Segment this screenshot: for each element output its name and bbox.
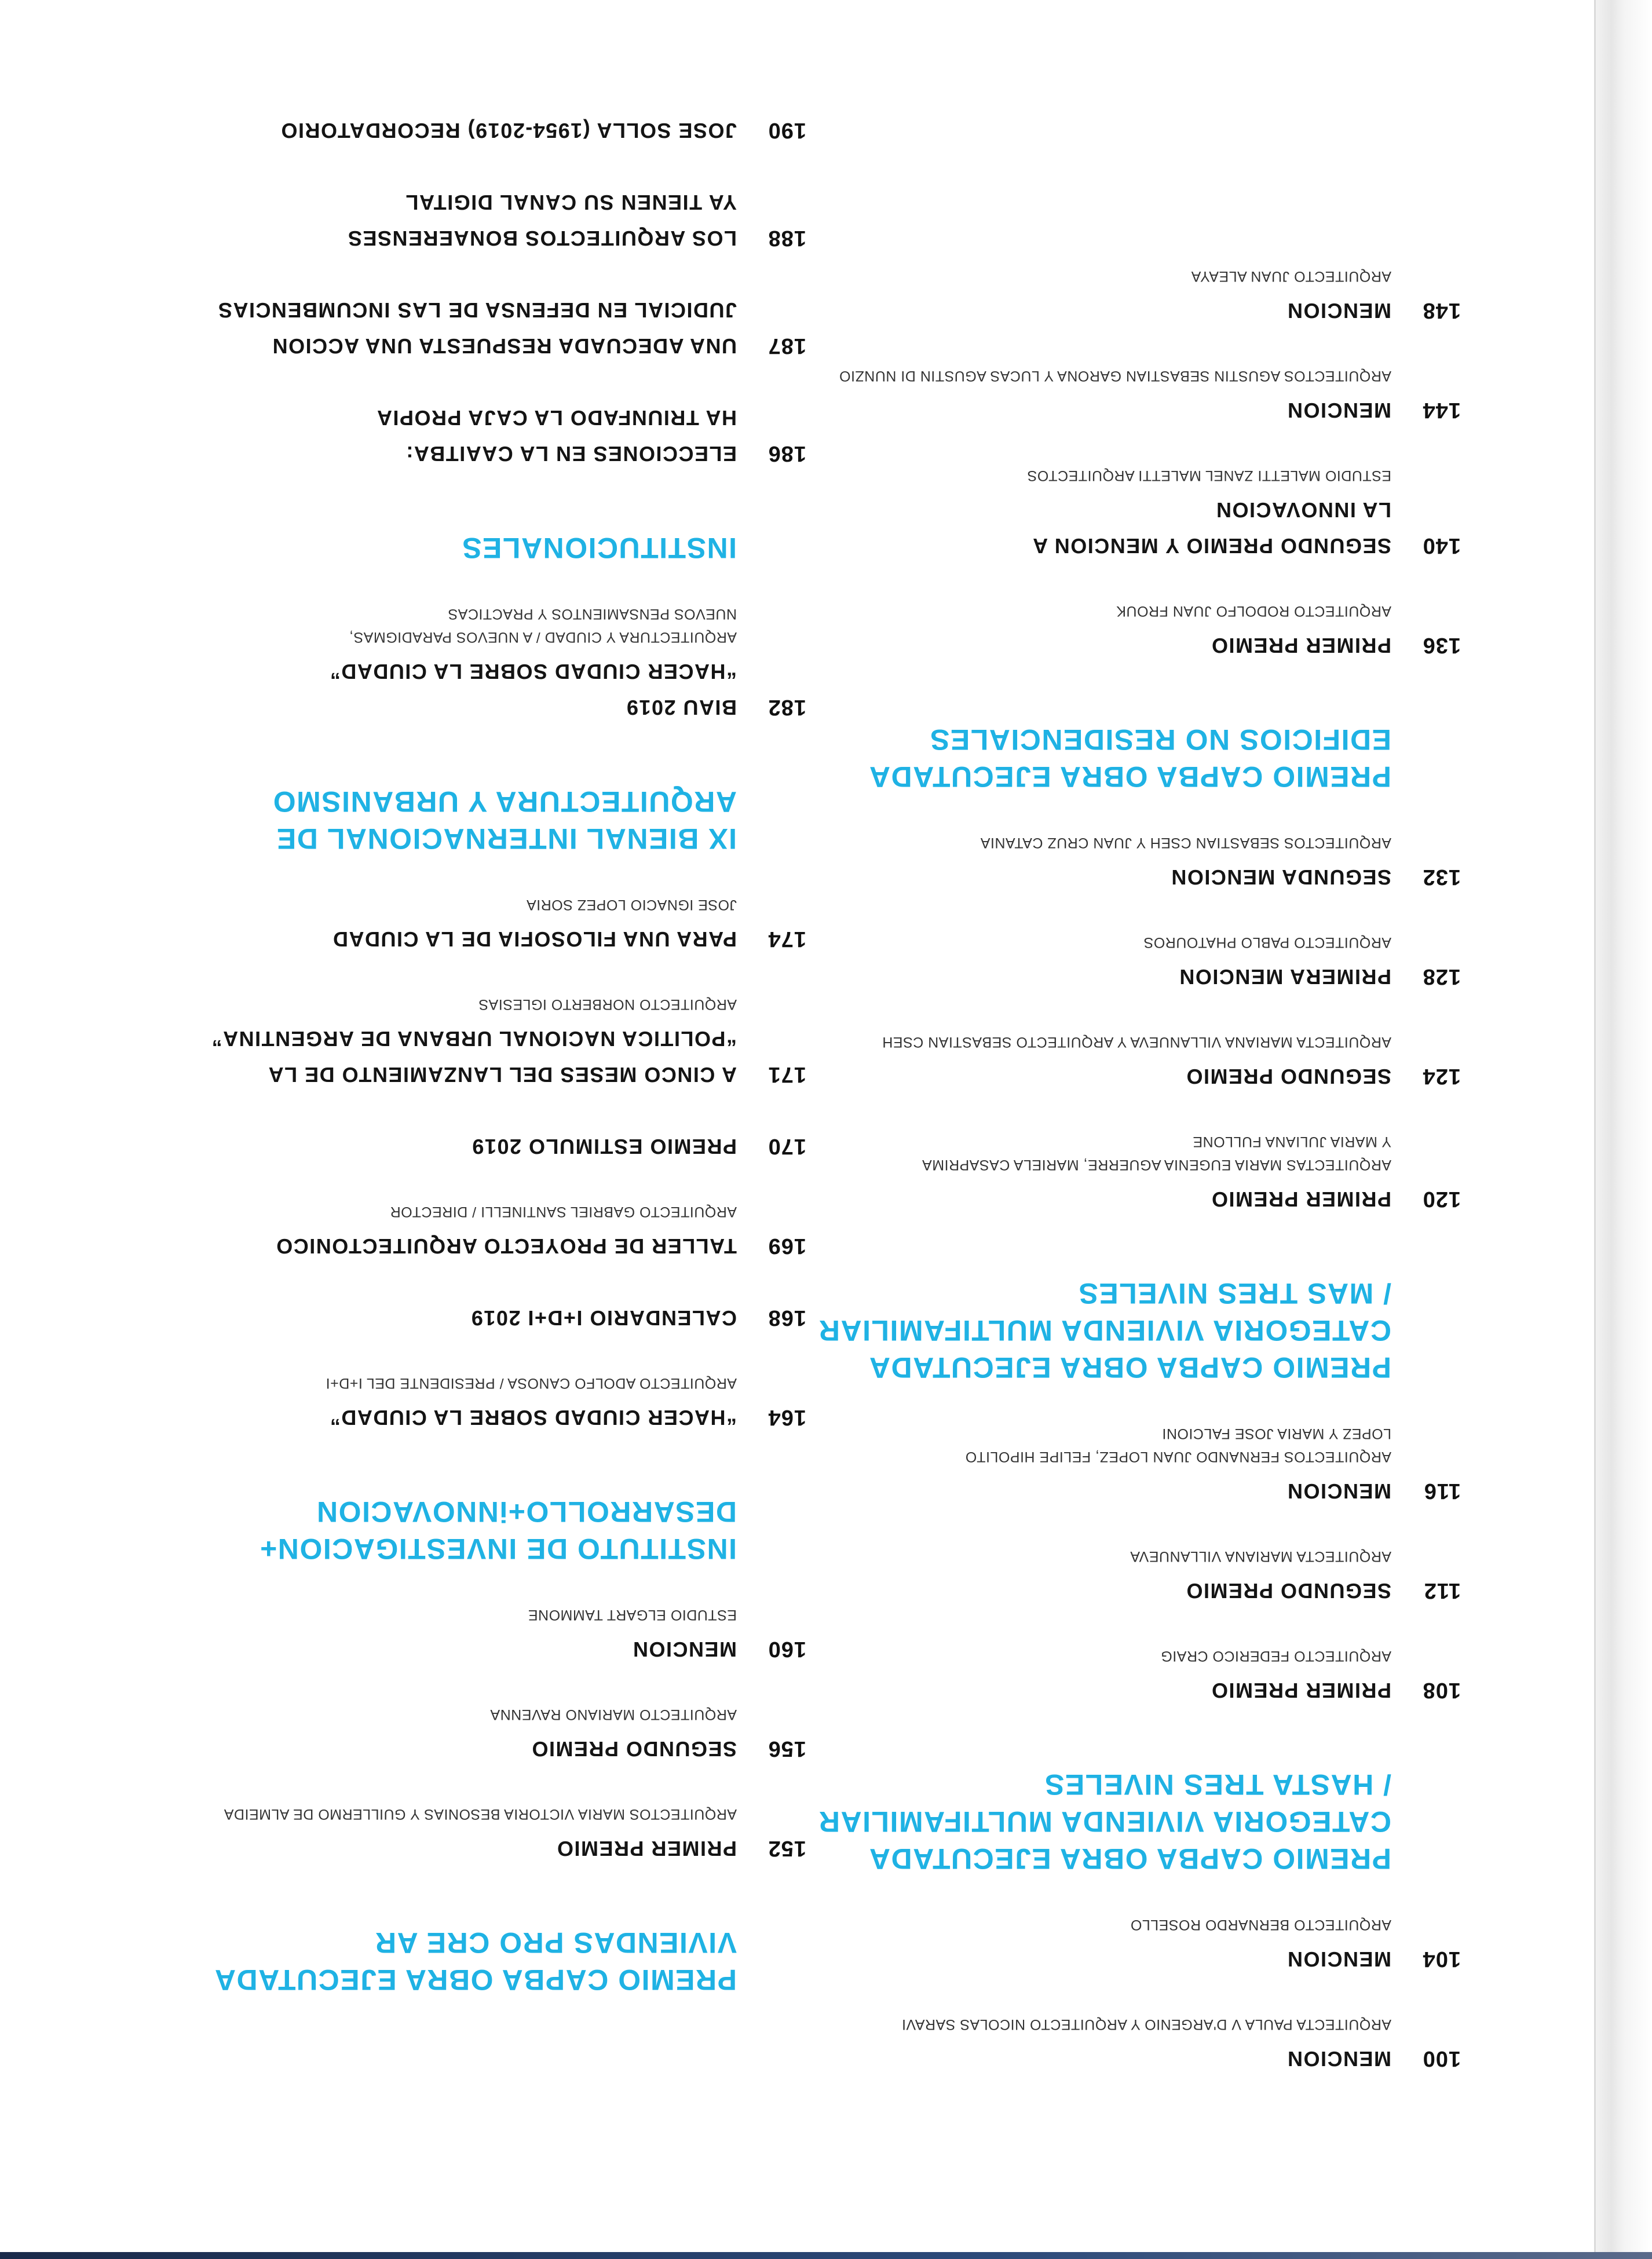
entry-title: SEGUNDA MENCION [1170, 865, 1391, 889]
page-number: 108 [1422, 1678, 1461, 1702]
page-number: 100 [1422, 2046, 1461, 2071]
page-number: 190 [767, 118, 806, 142]
entry-author-line: ARQUITECTOS SEBASTIAN CSEH Y JUAN CRUZ CATANIA [980, 835, 1391, 851]
section-heading-line: DESARROLLO+iNNOVACION [316, 1496, 737, 1528]
entry-author-line: ARQUITECTO GABRIEL SANTINELLI / DIRECTOR [390, 1204, 737, 1220]
entry-title: SEGUNDO PREMIO [1185, 1579, 1391, 1603]
entry-author-line: ARQUITECTA MARIANA VILLANUEVA Y ARQUITECTO SEBASTIAN CSEH [882, 1034, 1391, 1050]
page-number: 174 [767, 927, 806, 951]
entry-title: PARA UNA FILOSOFIA DE LA CIUDAD [332, 927, 737, 951]
entry-title-line: LA INNOVACION [1215, 498, 1391, 522]
page-number: 186 [767, 441, 806, 466]
entry-body [795, 1030, 1391, 1094]
entry-body [795, 1644, 1391, 1708]
page-number: 140 [1422, 533, 1461, 558]
entry-author-line: ARQUITECTO NORBERTO IGLESIAS [478, 996, 737, 1012]
entry-author [198, 1603, 737, 1626]
page-number: 168 [767, 1306, 806, 1330]
entry-body [198, 602, 737, 725]
page-number: 120 [1422, 1187, 1461, 1211]
entry-body [795, 1130, 1391, 1217]
entry-author-line: ARQUITECTO PABLO PHATOUROS [1143, 934, 1391, 951]
page-number: 187 [767, 334, 806, 358]
entry-body [795, 931, 1391, 995]
toc-entry [795, 464, 1461, 564]
toc-entry [795, 1422, 1461, 1509]
page-number: 112 [1423, 1578, 1461, 1603]
entry-author [198, 1803, 737, 1826]
entry-title: PREMIO ESTIMULO 2019 [471, 1135, 737, 1158]
entry-body [795, 464, 1391, 564]
toc-entry [198, 112, 806, 148]
entry-author-line: ARQUITECTO FEDERICO CRAIG [1160, 1648, 1391, 1664]
entry-body [795, 364, 1391, 428]
entry-title [795, 492, 1391, 564]
section-heading-line: PREMIO CAPBA OBRA EJECUTADA [868, 1843, 1391, 1875]
entry-author [795, 831, 1391, 854]
entry-body [198, 112, 737, 148]
section-heading [795, 1275, 1391, 1386]
page-number: 148 [1422, 298, 1461, 323]
entry-title [198, 184, 737, 256]
entry-title-line: LOS ARQUITECTOS BONAERENSES [347, 226, 737, 250]
section-heading-line: / MAS TRES NIVELES [1078, 1277, 1391, 1310]
section-heading-line: PREMIO CAPBA OBRA EJECUTADA [868, 761, 1391, 793]
entry-author-line: ESTUDIO ELGART TAMMONE [528, 1607, 737, 1623]
toc-entry [198, 602, 806, 725]
section-heading-line: CATEGORIA VIVIENDA MULTIFAMILIAR [818, 1314, 1391, 1347]
entry-author-line: ARQUITECTURA Y CIUDAD / A NUEVOS PARADIGMAS, [349, 629, 737, 645]
toc-entry [198, 400, 806, 471]
entry-title: MENCION [1286, 2047, 1391, 2071]
page-number: 188 [767, 226, 806, 250]
entry-title-line: “HACER CIUDAD SOBRE LA CIUDAD” [329, 660, 737, 683]
entry-title [198, 292, 737, 364]
toc-entry [795, 1545, 1461, 1609]
entry-author [795, 931, 1391, 954]
entry-body [795, 600, 1391, 663]
entry-title [198, 400, 737, 471]
entry-title-line: JUDICIAL EN DEFENSA DE LAS INCUMBENCIAS [217, 298, 737, 322]
entry-title: MENCION [1286, 1947, 1391, 1971]
entry-author-line: ARQUITECTO RODOLFO JUAN FROUK [1116, 603, 1391, 619]
entry-author-line: JOSE IGNACIO LOPEZ SORIA [526, 897, 737, 913]
entry-title: MENCION [1286, 299, 1391, 323]
entry-author-line: ESTUDIO MALETTI ZANEL MALETTI ARQUITECTOS [1027, 467, 1391, 484]
entry-author-line: ARQUITECTA MARIANA VILLANUEVA [1130, 1548, 1391, 1565]
entry-author-line: ARQUITECTA PAULA V D'ARGENIO Y ARQUITECTO NICOLAS SARAVI [901, 2016, 1391, 2033]
page-number: 169 [767, 1234, 806, 1258]
entry-author [198, 893, 737, 916]
toc-entry [795, 831, 1461, 895]
entry-author-line: ARQUITECTO BERNARDO ROSELLO [1130, 1917, 1391, 1933]
page-number: 160 [767, 1637, 806, 1661]
section-heading [198, 783, 737, 857]
entry-body [198, 1703, 737, 1767]
entry-title-line: ELECCIONES EN LA CAAITBA: [405, 442, 737, 466]
entry-body [198, 292, 737, 364]
entry-author [795, 1913, 1391, 1936]
entry-body [198, 1603, 737, 1667]
toc-entry [198, 893, 806, 957]
section-heading [795, 721, 1391, 795]
section-heading-line: PREMIO CAPBA OBRA EJECUTADA [868, 1351, 1391, 1384]
bottom-edge-strip [0, 2252, 1652, 2259]
entry-author-line: ARQUITECTO ADOLFO CANOSA / PRESIDENTE DEL I+D+I [326, 1375, 737, 1391]
entry-author [795, 2013, 1391, 2036]
entry-title-line: SEGUNDO PREMIO Y MENCION A [1032, 534, 1391, 558]
section-heading-line: / HASTA TRES NIVELES [1044, 1768, 1391, 1801]
entry-body [198, 1200, 737, 1264]
entry-title: PRIMER PREMIO [1211, 634, 1391, 657]
entry-author [198, 993, 737, 1016]
entry-body [198, 1128, 737, 1164]
entry-author [795, 1422, 1391, 1468]
toc-entry [795, 1030, 1461, 1094]
entry-author-line: Y MARIA JULIANA FULLONE [1192, 1134, 1391, 1150]
entry-body [795, 1422, 1391, 1509]
entry-body [198, 400, 737, 471]
entry-author [795, 1644, 1391, 1668]
entry-title-line: “POLITICA NACIONAL URBANA DE ARGENTINA” [211, 1027, 737, 1051]
entry-body [198, 993, 737, 1092]
entry-body [795, 2013, 1391, 2077]
contents-column-left [795, 229, 1461, 2077]
page-number: 164 [767, 1405, 806, 1430]
section-heading-line: PREMIO CAPBA OBRA EJECUTADA [214, 1964, 737, 1996]
toc-entry [198, 1372, 806, 1435]
page-number: 171 [767, 1062, 806, 1087]
entry-title [198, 653, 737, 725]
entry-author [198, 602, 737, 649]
entry-title-line: BIAU 2019 [626, 696, 737, 719]
toc-entry [198, 993, 806, 1092]
entry-author [795, 1545, 1391, 1568]
page-number: 152 [767, 1836, 806, 1860]
page-number: 124 [1422, 1064, 1461, 1088]
entry-author [795, 600, 1391, 623]
entry-author-line: ARQUITECTO JUAN ALEAYA [1191, 268, 1391, 284]
entry-author [198, 1200, 737, 1223]
section-heading-line: VIVIENDAS PRO CRE AR [374, 1927, 737, 1959]
entry-title: PRIMER PREMIO [1211, 1679, 1391, 1702]
entry-title: JOSE SOLLA (1954-2019) RECORDATORIO [280, 119, 737, 142]
page-number: 182 [767, 695, 806, 719]
entry-body [795, 265, 1391, 328]
page-number: 144 [1422, 398, 1461, 422]
entry-author [795, 464, 1391, 487]
entry-author [795, 1130, 1391, 1176]
entry-body [198, 1300, 737, 1336]
entry-title: TALLER DE PROYECTO ARQUITECTONICO [275, 1234, 737, 1258]
section-heading [198, 1924, 737, 1998]
contents-column-right [198, 76, 806, 2010]
entry-title: PRIMERA MENCION [1178, 965, 1391, 989]
entry-author-line: LOPEZ Y MARIA JOSE FALCIONI [1161, 1425, 1391, 1442]
entry-body [795, 1913, 1391, 1977]
page-number: 136 [1422, 633, 1461, 657]
toc-entry [198, 1128, 806, 1164]
entry-author [795, 1030, 1391, 1054]
entry-body [795, 831, 1391, 895]
entry-body [198, 1372, 737, 1435]
entry-author [795, 265, 1391, 288]
entry-body [198, 1803, 737, 1866]
page-number: 104 [1422, 1947, 1461, 1971]
section-heading [795, 1766, 1391, 1877]
entry-author-line: ARQUITECTO MARIANO RAVENNA [489, 1706, 737, 1723]
page-number: 156 [767, 1737, 806, 1761]
entry-author-line: ARQUITECTOS AGUSTIN SEBASTIAN GARONA Y LUCAS AGUSTIN DI NUNZIO [839, 368, 1391, 384]
toc-entry [198, 1300, 806, 1336]
toc-entry [198, 184, 806, 256]
entry-title-line: UNA ADECUADA RESPUESTA UNA ACCION [272, 334, 737, 358]
section-heading-line: INSTITUTO DE INVESTIGACION+ [259, 1533, 737, 1565]
toc-entry [795, 2013, 1461, 2077]
toc-entry [795, 1130, 1461, 1217]
section-heading [198, 1493, 737, 1567]
entry-title: SEGUNDO PREMIO [531, 1737, 737, 1761]
entry-title: SEGUNDO PREMIO [1185, 1065, 1391, 1088]
page-number: 128 [1422, 964, 1461, 989]
entry-title: “HACER CIUDAD SOBRE LA CIUDAD” [329, 1406, 737, 1430]
page-number: 170 [767, 1134, 806, 1158]
toc-entry [198, 1803, 806, 1866]
toc-entry [795, 600, 1461, 663]
entry-title: PRIMER PREMIO [1211, 1187, 1391, 1211]
toc-entry [795, 265, 1461, 328]
entry-author [198, 1703, 737, 1726]
entry-body [198, 184, 737, 256]
toc-entry [198, 1200, 806, 1264]
entry-body [795, 1545, 1391, 1609]
entry-title [198, 1021, 737, 1092]
section-heading-line: EDIFICIOS NO RESIDENCIALES [929, 723, 1391, 756]
entry-title-line: YA TIENEN SU CANAL DIGITAL [404, 191, 737, 214]
toc-entry [198, 292, 806, 364]
entry-title: CALENDARIO I+D+I 2019 [470, 1306, 737, 1330]
toc-entry [198, 1703, 806, 1767]
entry-title-line: HA TRIUNFADO LA CAJA PROPIA [376, 406, 737, 430]
section-heading-line: CATEGORIA VIVIENDA MULTIFAMILIAR [818, 1805, 1391, 1838]
section-heading-line: IX BIENAL INTERNACIONAL DE [276, 823, 737, 855]
toc-entry [795, 1913, 1461, 1977]
entry-author [795, 364, 1391, 388]
toc-entry [795, 364, 1461, 428]
entry-title: PRIMER PREMIO [556, 1837, 737, 1860]
toc-entry [795, 1644, 1461, 1708]
entry-author-line: NUEVOS PENSAMIENTOS Y PRACTICAS [448, 606, 737, 622]
toc-entry [198, 1603, 806, 1667]
section-heading-line: INSTITUCIONALES [461, 532, 737, 564]
entry-author [198, 1372, 737, 1395]
entry-title-line: A CINCO MESES DEL LANZAMIENTO DE LA [268, 1063, 737, 1087]
entry-body [198, 893, 737, 957]
section-heading-line: ARQUITECTURA Y URBANISMO [272, 785, 737, 818]
toc-entry [795, 931, 1461, 995]
entry-title: MENCION [1286, 1479, 1391, 1503]
entry-author-line: ARQUITECTOS MARIA VICTORIA BESONIAS Y GUILLERMO DE ALMEIDA [224, 1806, 737, 1822]
page-number: 116 [1423, 1479, 1461, 1503]
entry-author-line: ARQUITECTAS MARIA EUGENIA AGUERRE, MARIELA CASAPRIMA [922, 1157, 1391, 1173]
section-heading [198, 529, 737, 566]
entry-title: MENCION [1286, 399, 1391, 422]
page-number: 132 [1422, 865, 1461, 889]
entry-title: MENCION [632, 1637, 737, 1661]
entry-author-line: ARQUITECTOS FERNANDO JUAN LOPEZ, FELIPE HIPOLITO [965, 1449, 1391, 1465]
